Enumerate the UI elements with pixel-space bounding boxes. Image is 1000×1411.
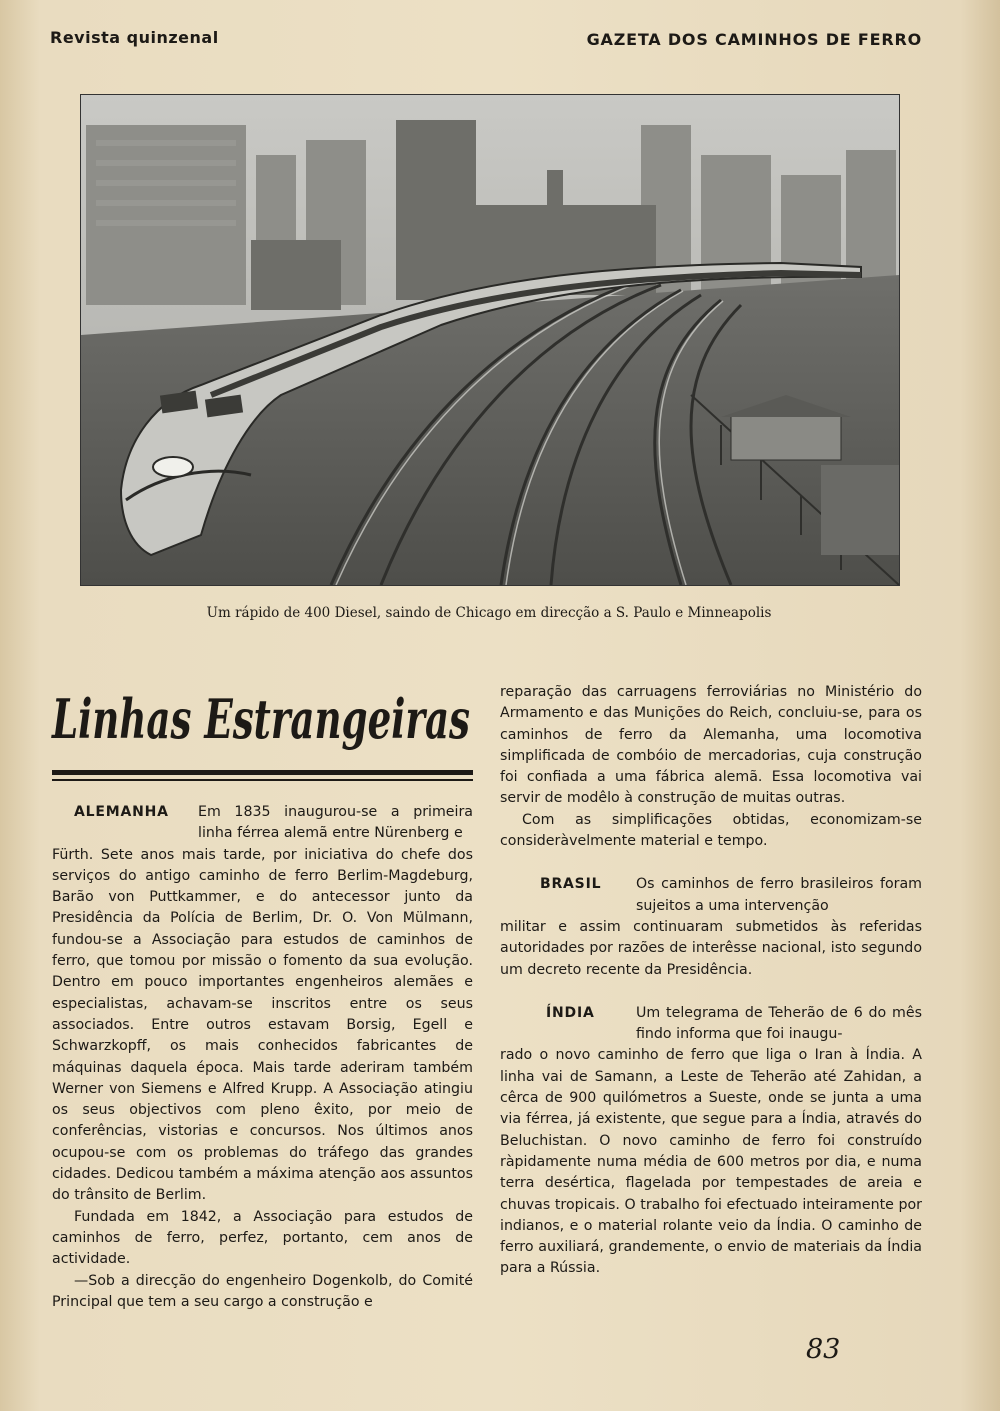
alemanha-paragraph-3: —Sob a direcção do engenheiro Dogenkolb, do Comité Principal que tem a seu cargo a construção e [52,1272,473,1310]
alemanha-paragraph-3-continued: reparação das carruagens ferroviárias no Ministério do Armamento e das Munições do Reich, concluiu-se, para os caminhos de ferro da Alemanha, uma locomotiva simplificada de combóio de mercadorias, cuja construção foi confiada a uma fábrica alemã. Essa locomotiva vai servir de modêlo à construção de muitas outras. [500,684,922,807]
title-text: Linhas Estrangeiras [50,687,471,751]
title-rule-thick [52,770,473,775]
section-alemanha-header [52,802,473,845]
train-photo [80,94,900,586]
header-right: GAZETA DOS CAMINHOS DE FERRO [586,30,922,49]
alemanha-paragraph-1: Fürth. Sete anos mais tarde, por iniciativa do chefe dos serviços do antigo caminho de ferro Berlim-Magdeburg, Barão von Puttkammer, e do antecessor junto da Presidência da Polícia de Berlim, Dr. O. Von Mülmann, fundou-se a Associação para estudos de caminhos de ferro, que tomou por missão o fomento da sua evolução. Dentro em pouco importantes engenheiros alemães e especialistas, achavam-se inscritos entre os seus associados. Entre outros estavam Borsig, Egell e Schwarzkopff, os mais conhecidos fabricantes de máquinas daquela época. Mais tarde aderiram também Werner von Siemens e Alfred Krupp. A Associação atingiu os seus objectivos com pleno êxito, por meio de conferências, vistorias e concursos. Nos últimos anos ocupou-se com os problemas do tráfego das grandes cidades. Dedicou também a máxima atenção aos assuntos do trânsito de Berlim. [52,846,473,1204]
section-label-india: ÍNDIA [546,1004,595,1021]
alemanha-lead: Em 1835 inaugurou-se a primeira linha férrea alemã entre Nürenberg e [198,804,473,842]
brasil-lead: Os caminhos de ferro brasileiros foram sujeitos a uma intervenção [636,876,922,914]
india-lead: Um telegrama de Teherão de 6 do mês findo informa que foi inaugu- [636,1004,922,1043]
section-india-header [500,1003,922,1046]
alemanha-paragraph-2: Fundada em 1842, a Associação para estudos de caminhos de ferro, perfez, portanto, cem anos de actividade. [52,1208,473,1268]
column-right [500,682,922,1280]
brasil-paragraph: militar e assim continuaram submetidos às referidas autoridades por razões de interêsse nacional, isto segundo um decreto recente da Presidência. [500,918,922,978]
alemanha-paragraph-4: Com as simplificações obtidas, economizam-se consideràvelmente material e tempo. [500,811,922,850]
article-title [50,676,474,766]
section-brasil-header [500,874,922,917]
train-photo-illustration [81,95,899,585]
section-label-alemanha: ALEMANHA [74,804,169,820]
section-label-brasil: BRASIL [540,876,602,893]
title-rule-thin [52,779,473,781]
header-left: Revista quinzenal [50,28,219,47]
column-left [52,802,473,1313]
photo-caption: Um rápido de 400 Diesel, saindo de Chicago em direcção a S. Paulo e Minneapolis [206,605,772,621]
title-lettering [50,676,474,766]
india-paragraph: rado o novo caminho de ferro que liga o Iran à Índia. A linha vai de Samann, a Leste de Teherão até Zahidan, a cêrca de 900 quilómetros a Sueste, onde se junta a uma via férrea, já existente, que segue para a Índia, através do Beluchistan. O novo caminho de ferro foi construído ràpidamente numa média de 600 metros por dia, e numa terra desértica, flagelada por tempestades de areia e chuvas tropicais. O trabalho foi efectuado inteiramente por indianos, e o material rolante veio da Índia. O caminho de ferro auxiliará, grandemente, o envio de materiais da Índia para a Rússia. [500,1047,922,1277]
page-number: 83 [806,1334,841,1365]
